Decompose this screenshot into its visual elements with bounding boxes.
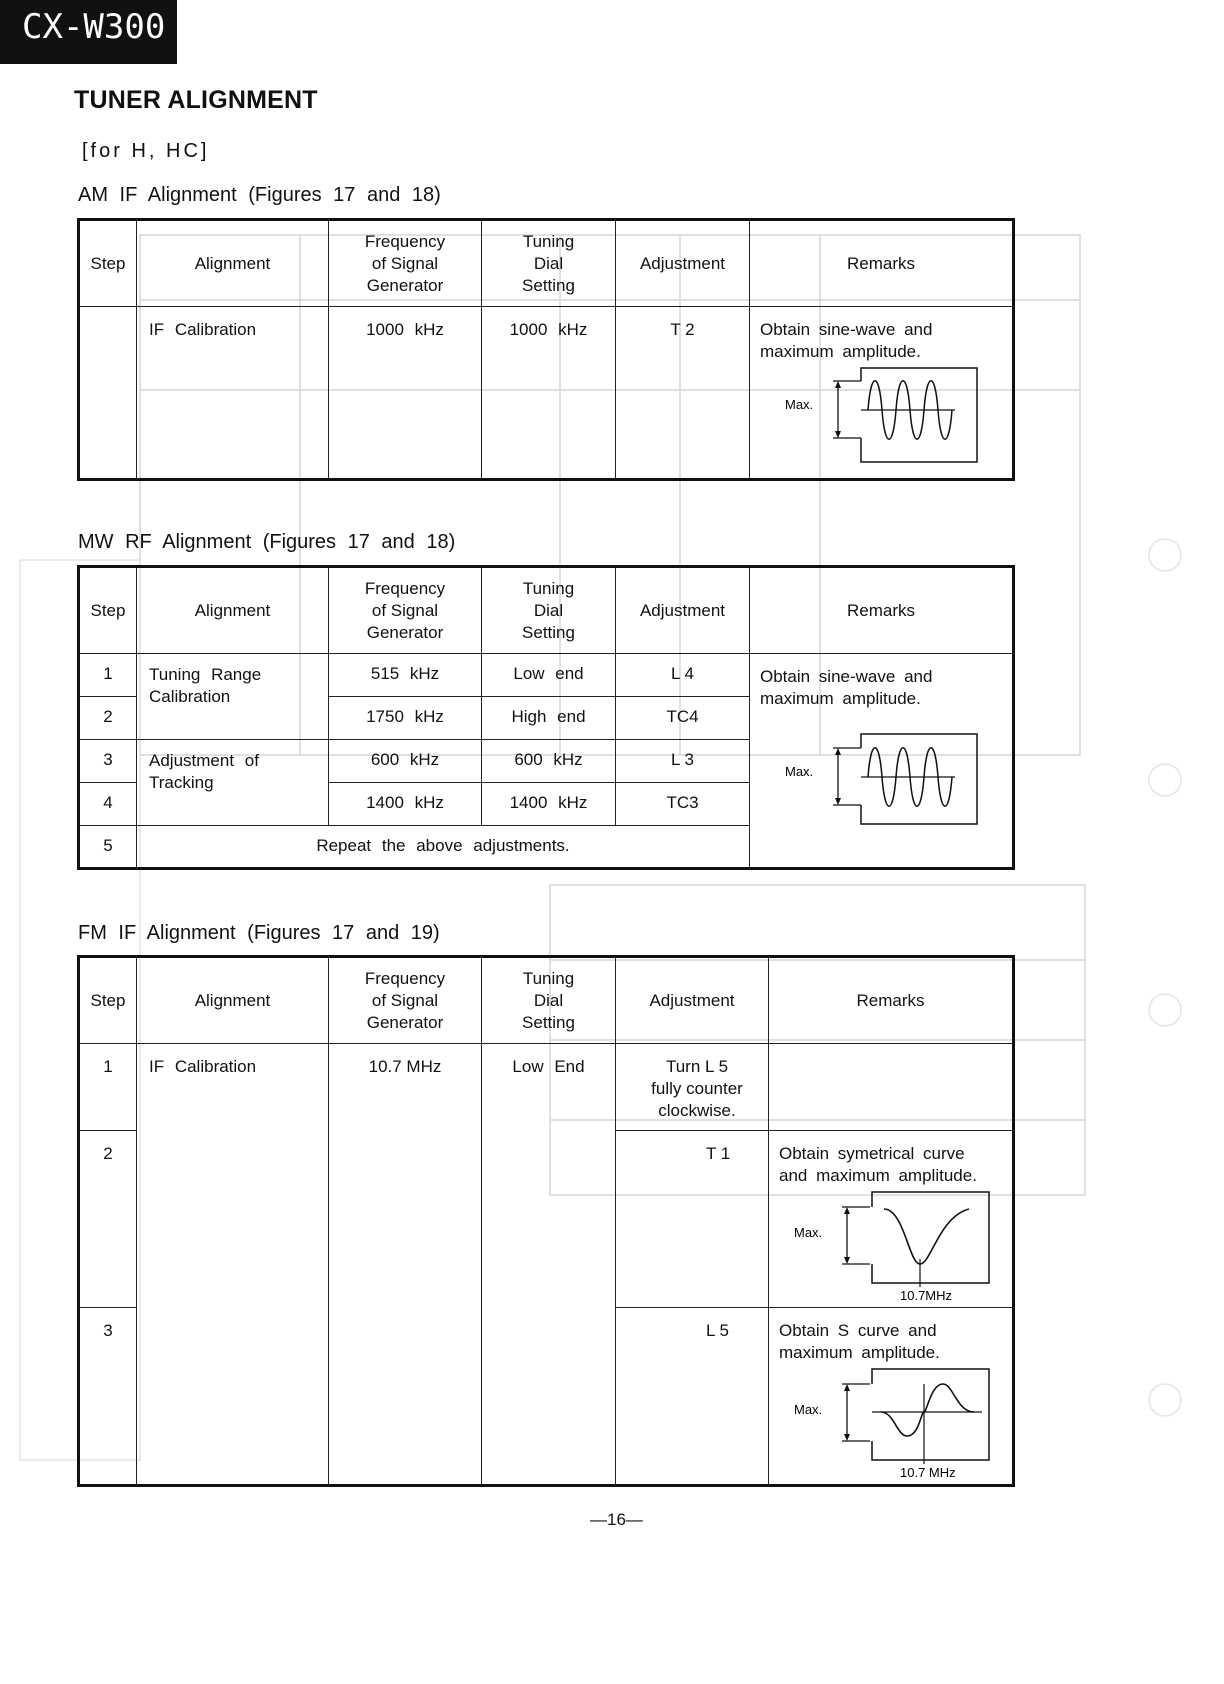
col-tuning: Tuning Dial Setting	[482, 220, 616, 307]
col-frequency: Frequency of Signal Generator	[329, 957, 482, 1044]
remarks-text: Obtain S curve and maximum amplitude.	[779, 1321, 940, 1362]
alignment-cell: Adjustment of Tracking	[137, 740, 329, 826]
col-tuning: Tuning Dial Setting	[482, 957, 616, 1044]
remarks-text: Obtain symetrical curve and maximum amplitude.	[779, 1144, 977, 1185]
step-cell	[79, 307, 137, 480]
step-cell: 2	[79, 1131, 137, 1308]
col-adjustment: Adjustment	[616, 220, 750, 307]
remarks-text: Obtain sine-wave and maximum amplitude.	[760, 320, 933, 361]
remarks-cell	[769, 1308, 1014, 1486]
col-frequency: Frequency of Signal Generator	[329, 220, 482, 307]
am-if-heading: AM IF Alignment (Figures 17 and 18)	[78, 184, 441, 206]
adjustment-cell: Turn L 5 fully counter clockwise.	[616, 1044, 769, 1131]
page-subtitle: [for H, HC]	[82, 140, 210, 162]
frequency-caption: 10.7 MHz	[900, 1465, 956, 1480]
step-cell: 3	[79, 740, 137, 783]
frequency-cell: 10.7 MHz	[329, 1044, 482, 1486]
tuning-cell: Low End	[482, 1044, 616, 1486]
frequency-cell: 1000 kHz	[329, 307, 482, 480]
alignment-cell: IF Calibration	[137, 1044, 329, 1486]
tuning-cell: High end	[482, 697, 616, 740]
tuning-cell: Low end	[482, 654, 616, 697]
tuning-cell: 1400 kHz	[482, 783, 616, 826]
sine-wave-figure	[750, 724, 990, 834]
adjustment-cell: TC4	[616, 697, 750, 740]
col-step: Step	[79, 220, 137, 307]
mw-rf-heading: MW RF Alignment (Figures 17 and 18)	[78, 531, 456, 553]
frequency-cell: 1400 kHz	[329, 783, 482, 826]
tuning-cell: 600 kHz	[482, 740, 616, 783]
table-row	[79, 1044, 1014, 1131]
fm-if-table	[77, 955, 1015, 1487]
table-row	[79, 654, 1014, 697]
max-label: Max.	[794, 1402, 823, 1417]
step-cell: 2	[79, 697, 137, 740]
col-tuning: Tuning Dial Setting	[482, 567, 616, 654]
frequency-caption: 10.7MHz	[900, 1288, 953, 1303]
col-adjustment: Adjustment	[616, 957, 769, 1044]
frequency-cell: 600 kHz	[329, 740, 482, 783]
adjustment-cell: L 5	[616, 1308, 769, 1486]
adjustment-cell: T 2	[616, 307, 750, 480]
step-cell: 5	[79, 826, 137, 869]
step-cell: 4	[79, 783, 137, 826]
s-curve-figure	[769, 1364, 1009, 1484]
adjustment-cell: TC3	[616, 783, 750, 826]
step-cell: 1	[79, 1044, 137, 1131]
col-remarks: Remarks	[750, 220, 1014, 307]
adjustment-cell: L 4	[616, 654, 750, 697]
col-remarks: Remarks	[750, 567, 1014, 654]
remarks-cell	[769, 1044, 1014, 1131]
remarks-cell	[750, 654, 1014, 869]
adjustment-cell: L 3	[616, 740, 750, 783]
sine-wave-figure	[750, 363, 990, 463]
model-tab: CX-W300	[0, 0, 177, 64]
step-cell: 3	[79, 1308, 137, 1486]
col-frequency: Frequency of Signal Generator	[329, 567, 482, 654]
table-row	[79, 307, 1014, 480]
repeat-note-cell: Repeat the above adjustments.	[137, 826, 750, 869]
col-adjustment: Adjustment	[616, 567, 750, 654]
col-step: Step	[79, 567, 137, 654]
table-header-row	[79, 957, 1014, 1044]
frequency-cell: 515 kHz	[329, 654, 482, 697]
col-remarks: Remarks	[769, 957, 1014, 1044]
alignment-cell: Tuning Range Calibration	[137, 654, 329, 740]
remarks-cell	[769, 1131, 1014, 1308]
page-title: TUNER ALIGNMENT	[74, 86, 318, 114]
max-label: Max.	[785, 764, 814, 779]
alignment-cell: IF Calibration	[137, 307, 329, 480]
max-label: Max.	[785, 397, 814, 412]
remarks-cell	[750, 307, 1014, 480]
step-cell: 1	[79, 654, 137, 697]
am-if-table	[77, 218, 1015, 481]
mw-rf-table	[77, 565, 1015, 870]
fm-if-heading: FM IF Alignment (Figures 17 and 19)	[78, 922, 440, 944]
table-header-row	[79, 220, 1014, 307]
max-label: Max.	[794, 1225, 823, 1240]
symmetrical-curve-figure	[769, 1187, 1009, 1307]
col-alignment: Alignment	[137, 957, 329, 1044]
col-alignment: Alignment	[137, 567, 329, 654]
col-step: Step	[79, 957, 137, 1044]
table-header-row	[79, 567, 1014, 654]
page-number: —16—	[590, 1510, 643, 1529]
tuning-cell: 1000 kHz	[482, 307, 616, 480]
remarks-text: Obtain sine-wave and maximum amplitude.	[760, 667, 933, 708]
adjustment-cell: T 1	[616, 1131, 769, 1308]
frequency-cell: 1750 kHz	[329, 697, 482, 740]
col-alignment: Alignment	[137, 220, 329, 307]
